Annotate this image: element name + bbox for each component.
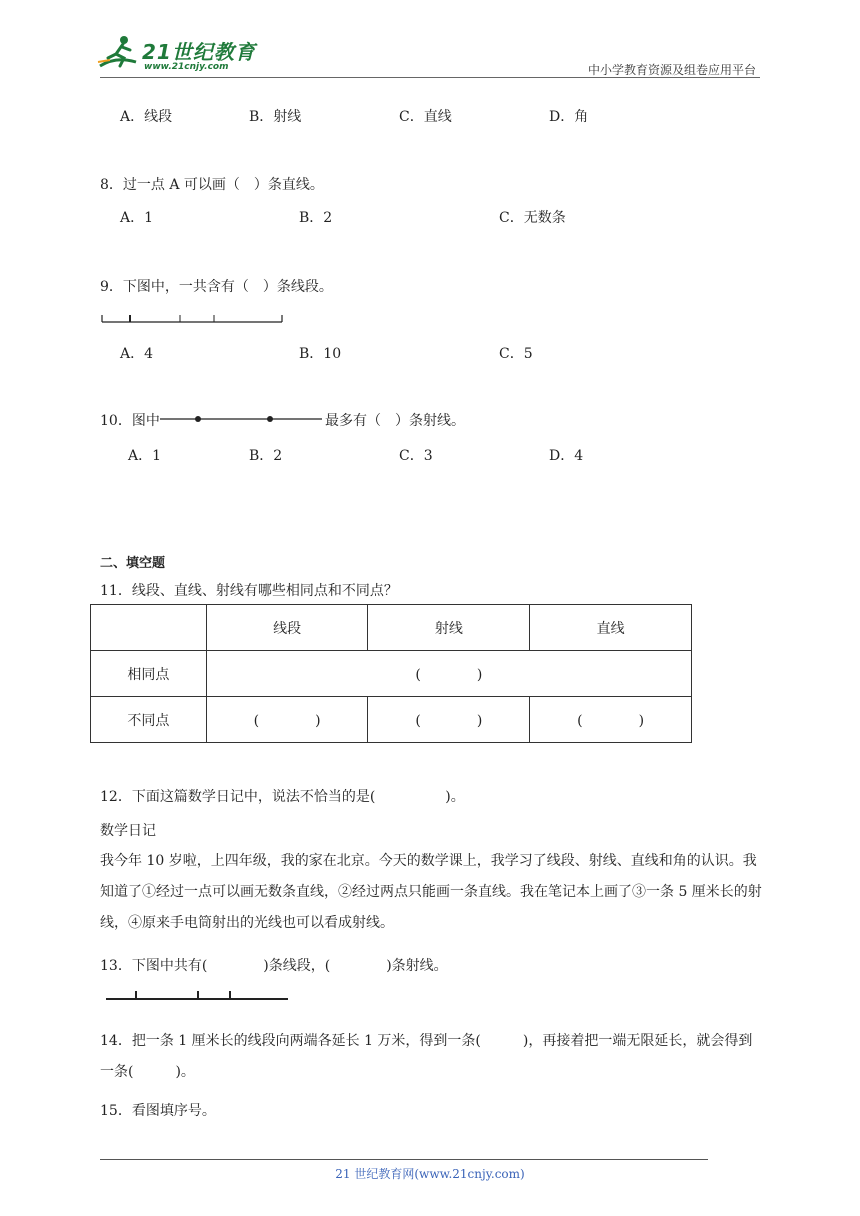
q10-option-b: B．2 xyxy=(249,448,283,464)
row-label-diff: 不同点 xyxy=(91,697,207,743)
table-header-segment: 线段 xyxy=(206,605,368,651)
q10-stem-suffix: 最多有（ ）条射线。 xyxy=(325,413,465,429)
q10-option-c: C．3 xyxy=(399,448,433,464)
q9-stem: 9．下图中，一共含有（ ）条线段。 xyxy=(100,279,333,295)
q7-option-c: C．直线 xyxy=(399,109,452,125)
diary-title: 数学日记 xyxy=(100,823,156,839)
q7-option-a: A．线段 xyxy=(120,109,173,125)
logo-url: www.21cnjy.com xyxy=(144,62,229,72)
logo-text: 21世纪教育 xyxy=(142,40,256,64)
table-header-corner xyxy=(91,605,207,651)
table-row-same xyxy=(91,651,692,697)
q8-stem: 8．过一点 A 可以画（ ）条直线。 xyxy=(100,177,324,193)
q10-stem-prefix: 10．图中 xyxy=(100,413,160,429)
table-header-line: 直线 xyxy=(530,605,692,651)
section-title-fill-in: 二、填空题 xyxy=(100,556,166,571)
footer-text[interactable]: 21 世纪教育网(www.21cnjy.com) xyxy=(335,1167,525,1181)
diary-body: 我今年 10 岁啦，上四年级，我的家在北京。今天的数学课上，我学习了线段、射线、直线和角的认识。我知道了①经过一点可以画无数条直线，②经过两点只能画一条直线。我在笔记本上画了③一条 5 厘米长的射线，④原来手电筒射出的光线也可以看成射线。 xyxy=(100,853,762,931)
q11-stem: 11．线段、直线、射线有哪些相同点和不同点？ xyxy=(100,583,398,599)
q13-stem: 13．下图中共有( )条线段，( )条射线。 xyxy=(100,958,448,974)
answer-blank-same[interactable]: ( ) xyxy=(206,651,691,697)
q13-line-figure xyxy=(104,988,290,1002)
footer-divider xyxy=(100,1159,708,1160)
q10-option-a: A．1 xyxy=(128,448,162,464)
answer-blank-diff-segment[interactable]: ( ) xyxy=(206,697,368,743)
q8-option-b: B．2 xyxy=(299,210,333,226)
table-header-row xyxy=(91,605,692,651)
q7-option-d: D．角 xyxy=(549,109,589,125)
answer-blank-diff-line[interactable]: ( ) xyxy=(530,697,692,743)
q15-stem: 15．看图填序号。 xyxy=(100,1103,216,1119)
q14-stem: 14．把一条 1 厘米长的线段向两端各延长 1 万米，得到一条( )，再接着把一端无限延长，就会得到一条( )。 xyxy=(100,1033,753,1080)
q8-option-c: C．无数条 xyxy=(499,210,566,226)
header-divider xyxy=(100,77,760,78)
q10-option-d: D．4 xyxy=(549,448,584,464)
q9-option-b: B．10 xyxy=(299,346,342,362)
q7-option-b: B．射线 xyxy=(249,109,302,125)
row-label-same: 相同点 xyxy=(91,651,207,697)
q10-line-figure xyxy=(160,412,324,426)
q9-option-c: C．5 xyxy=(499,346,533,362)
q9-segment-figure xyxy=(100,310,286,326)
header-tagline: 中小学教育资源及组卷应用平台 xyxy=(587,63,756,77)
runner-logo-icon xyxy=(96,32,140,76)
site-logo xyxy=(96,32,266,76)
q11-comparison-table xyxy=(90,604,692,743)
table-row-diff xyxy=(91,697,692,743)
q12-stem: 12．下面这篇数学日记中，说法不恰当的是( )。 xyxy=(100,789,465,805)
q8-option-a: A．1 xyxy=(120,210,154,226)
table-header-ray: 射线 xyxy=(368,605,530,651)
answer-blank-diff-ray[interactable]: ( ) xyxy=(368,697,530,743)
q9-option-a: A．4 xyxy=(120,346,154,362)
